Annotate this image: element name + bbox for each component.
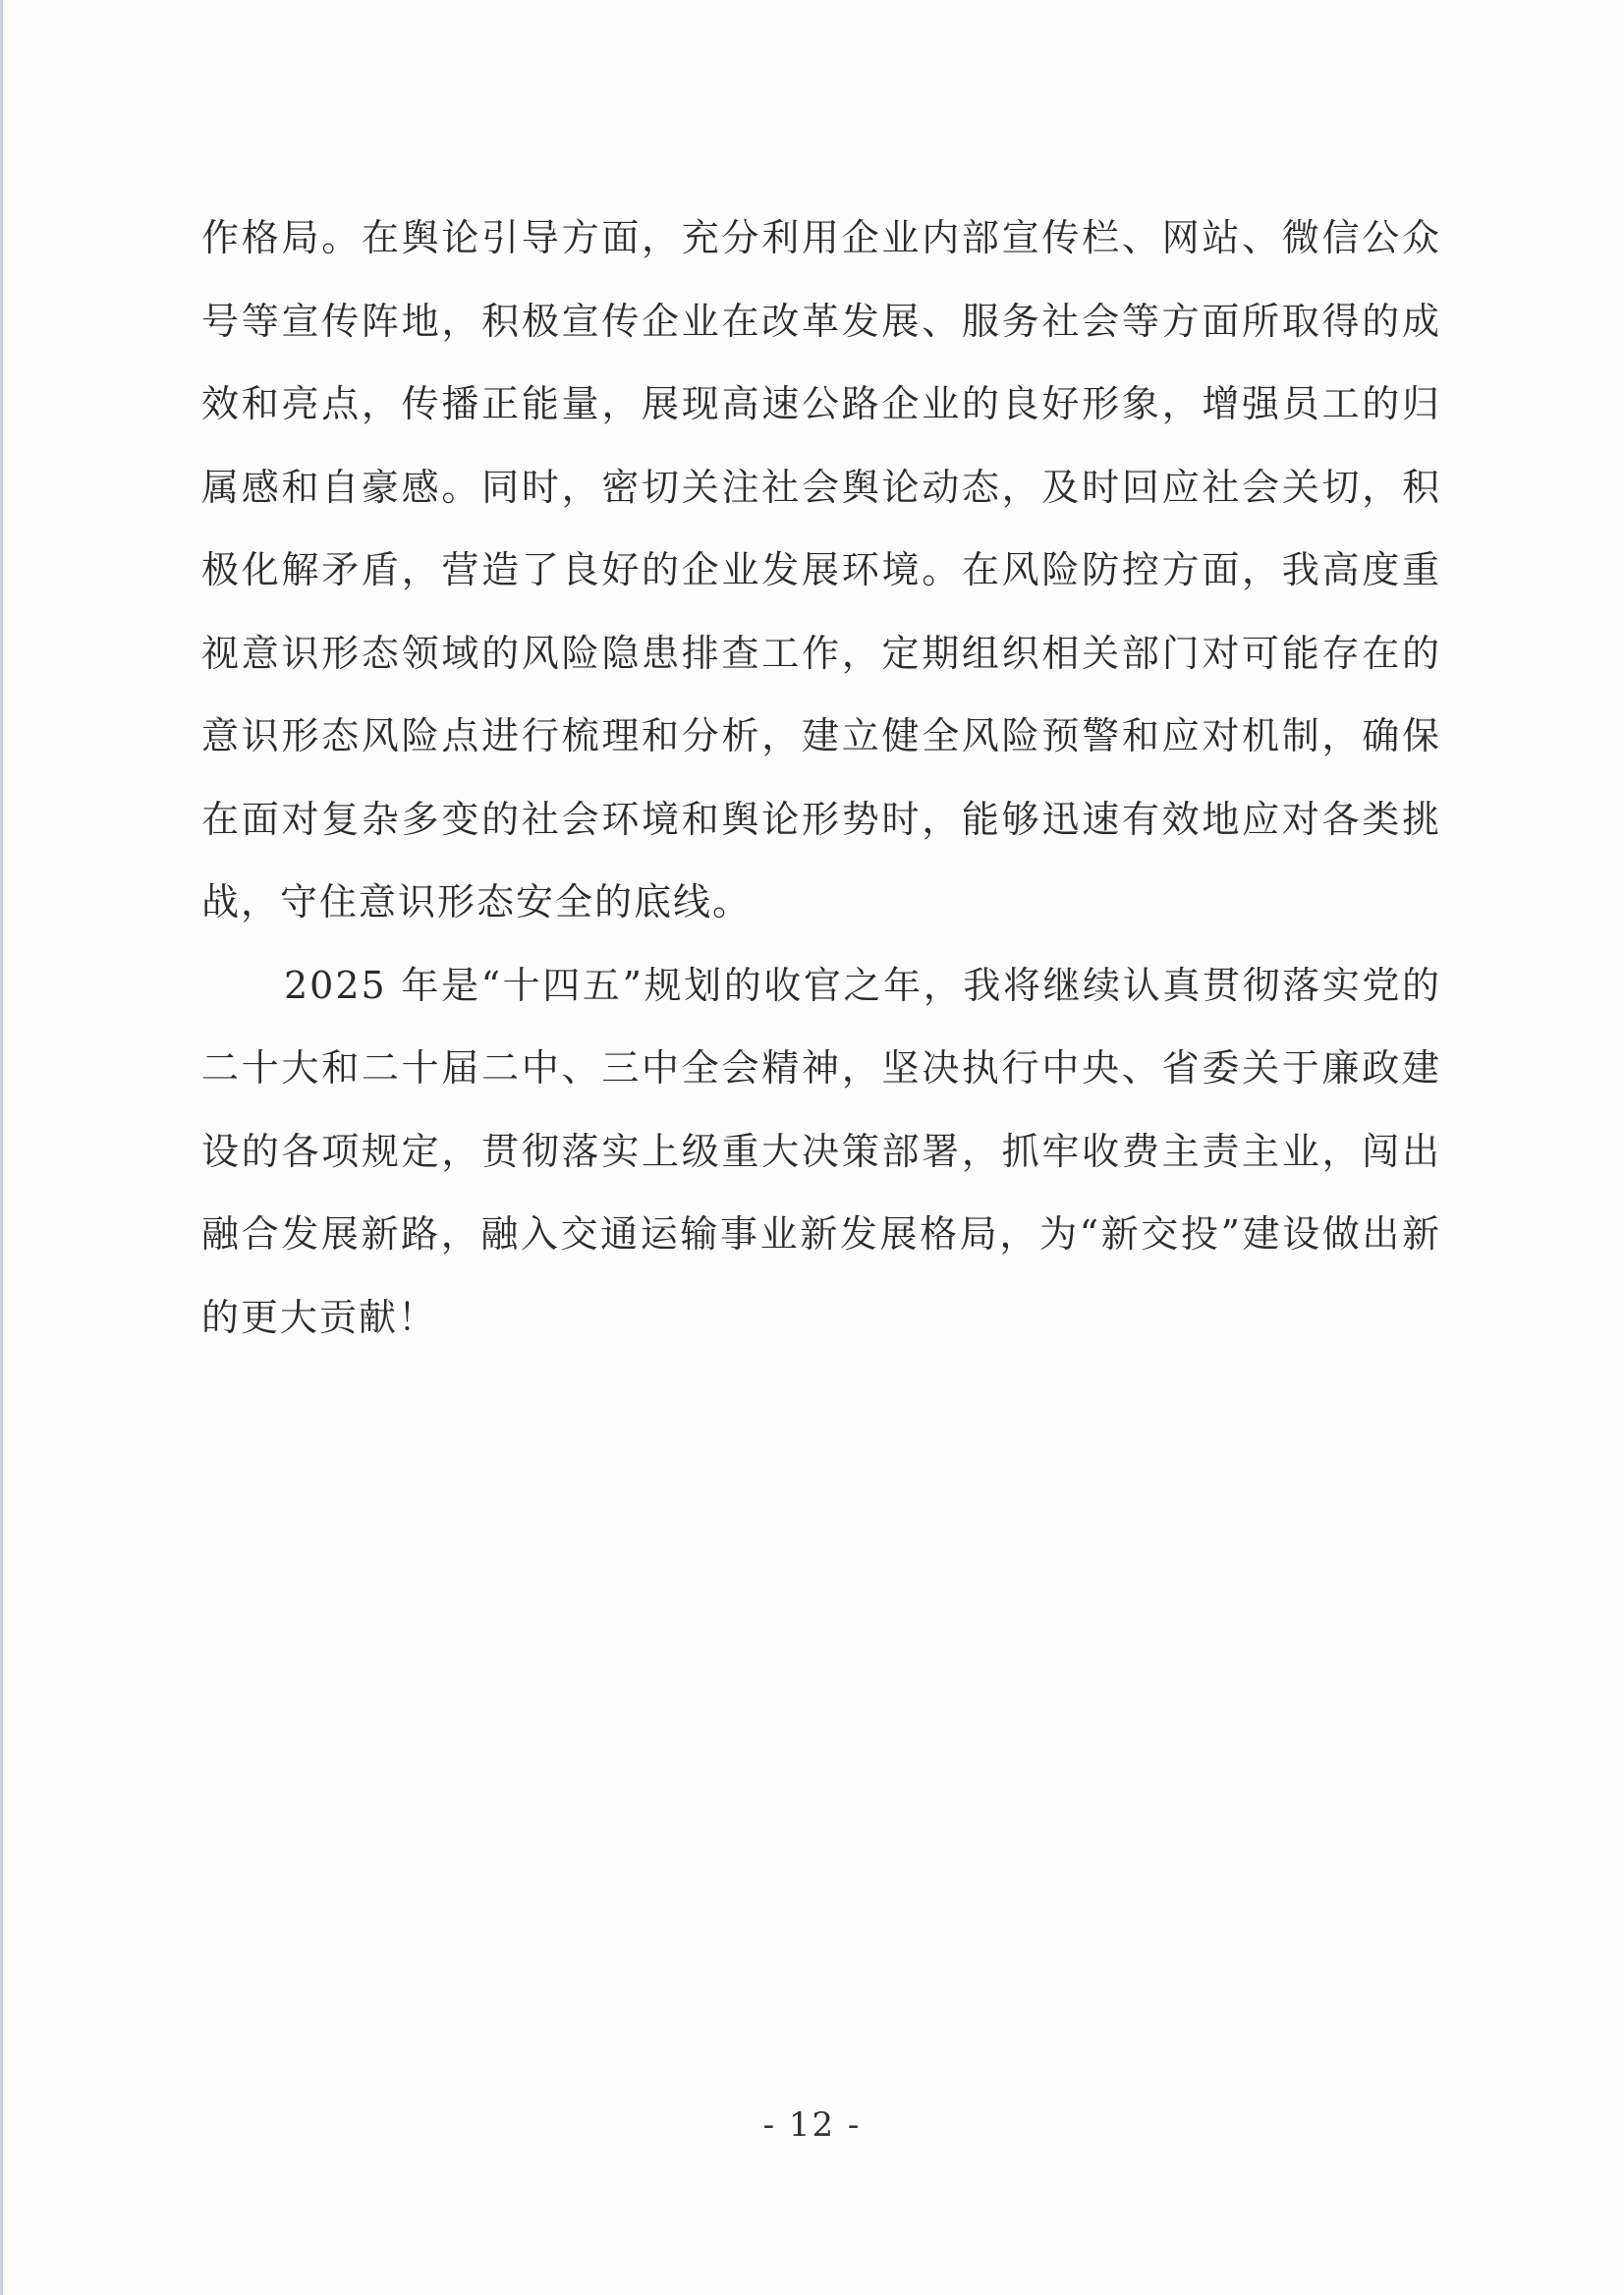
paragraph-conclusion: 2025 年是“十四五”规划的收官之年，我将继续认真贯彻落实党的二十大和二十届二中、三中全会精神，坚决执行中央、省委关于廉政建设的各项规定，贯彻落实上级重大决策部署，抓牢收费主责主业，闯出融合发展新路，融入交通运输事业新发展格局，为“新交投”建设做出新的更大贡献！ xyxy=(201,963,1441,1339)
page-number: - 12 - xyxy=(762,2105,862,2145)
scan-edge xyxy=(0,0,3,2295)
body-text xyxy=(201,196,1441,1359)
paragraph-continuation: 作格局。在舆论引导方面，充分利用企业内部宣传栏、网站、微信公众号等宣传阵地，积极宣传企业在改革发展、服务社会等方面所取得的成效和亮点，传播正能量，展现高速公路企业的良好形象，增强员工的归属感和自豪感。同时，密切关注社会舆论动态，及时回应社会关切，积极化解矛盾，营造了良好的企业发展环境。在风险防控方面，我高度重视意识形态领域的风险隐患排查工作，定期组织相关部门对可能存在的意识形态风险点进行梳理和分析，建立健全风险预警和应对机制，确保在面对复杂多变的社会环境和舆论形势时，能够迅速有效地应对各类挑战，守住意识形态安全的底线。 xyxy=(201,216,1441,924)
